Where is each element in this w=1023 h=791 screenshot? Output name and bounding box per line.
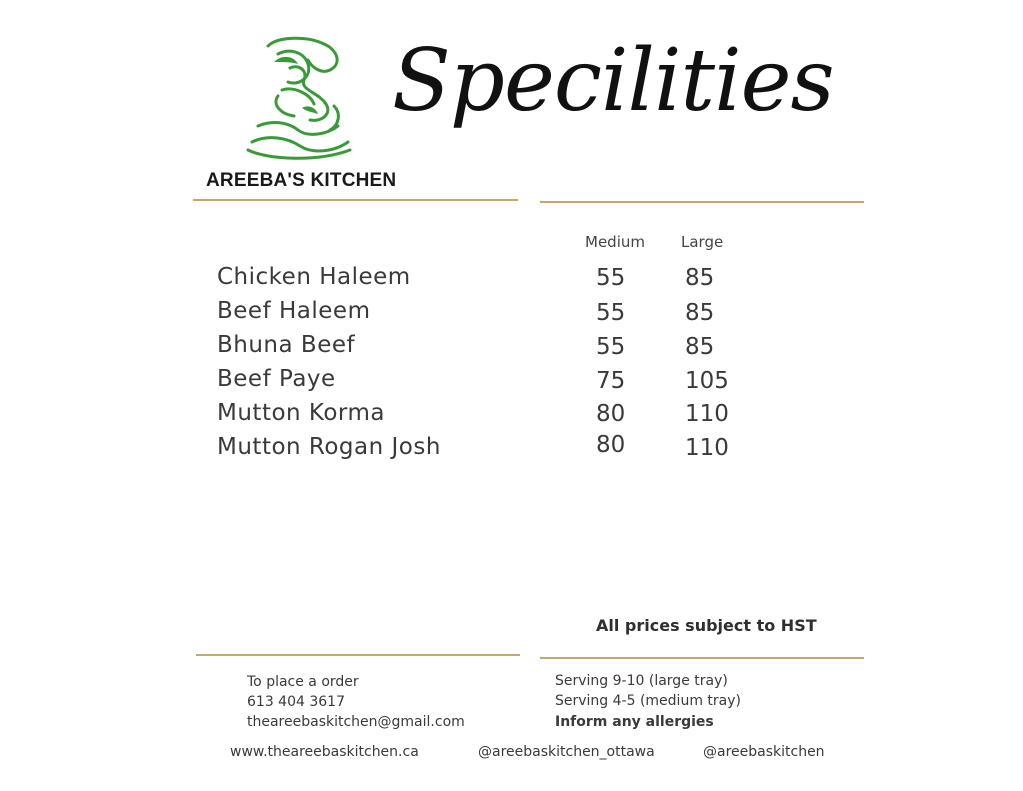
menu-item-medium-price: 80 bbox=[596, 401, 626, 427]
column-header-large: Large bbox=[681, 233, 724, 251]
order-heading: To place a order bbox=[247, 674, 359, 690]
menu-item-name: Bhuna Beef bbox=[217, 332, 356, 358]
menu-item-name: Beef Paye bbox=[217, 366, 336, 392]
divider-bottom-left bbox=[196, 654, 520, 656]
social-handle-ottawa[interactable]: @areebaskitchen_ottawa bbox=[478, 744, 655, 760]
chef-logo-icon bbox=[238, 34, 358, 164]
serving-large: Serving 9-10 (large tray) bbox=[555, 673, 728, 689]
menu-item-large-price: 110 bbox=[685, 435, 729, 461]
menu-item-large-price: 85 bbox=[685, 334, 715, 360]
order-phone[interactable]: 613 404 3617 bbox=[247, 694, 345, 710]
tax-note: All prices subject to HST bbox=[596, 616, 817, 635]
menu-item-medium-price: 55 bbox=[596, 300, 626, 326]
menu-item-large-price: 105 bbox=[685, 368, 729, 394]
menu-item-large-price: 110 bbox=[685, 401, 729, 427]
menu-item-medium-price: 80 bbox=[596, 432, 626, 458]
menu-item-name: Mutton Korma bbox=[217, 400, 385, 426]
column-header-medium: Medium bbox=[585, 233, 645, 251]
menu-item-large-price: 85 bbox=[685, 265, 715, 291]
order-email[interactable]: theareebaskitchen@gmail.com bbox=[247, 714, 465, 730]
website-link[interactable]: www.theareebaskitchen.ca bbox=[230, 744, 419, 760]
menu-item-medium-price: 75 bbox=[596, 368, 626, 394]
menu-item-name: Beef Haleem bbox=[217, 298, 371, 324]
allergy-note: Inform any allergies bbox=[555, 714, 714, 730]
menu-item-medium-price: 55 bbox=[596, 265, 626, 291]
brand-name: AREEBA'S KITCHEN bbox=[206, 170, 397, 191]
divider-top-left bbox=[193, 199, 518, 201]
menu-item-name: Mutton Rogan Josh bbox=[217, 434, 441, 460]
page-title: Specilities bbox=[392, 31, 834, 131]
menu-item-name: Chicken Haleem bbox=[217, 264, 411, 290]
social-handle-main[interactable]: @areebaskitchen bbox=[703, 744, 825, 760]
divider-bottom-right bbox=[540, 657, 864, 659]
menu-item-large-price: 85 bbox=[685, 300, 715, 326]
divider-top-right bbox=[540, 201, 864, 203]
menu-item-medium-price: 55 bbox=[596, 334, 626, 360]
serving-medium: Serving 4-5 (medium tray) bbox=[555, 693, 741, 709]
